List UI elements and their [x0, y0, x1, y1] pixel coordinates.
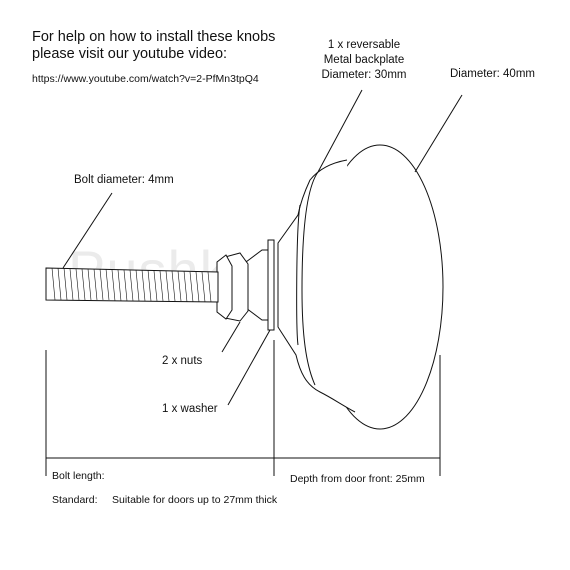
- knob-diameter-label: Diameter: 40mm: [450, 68, 535, 80]
- spacer: [246, 250, 268, 320]
- leader-bolt: [63, 193, 112, 268]
- washer-label: 1 x washer: [162, 403, 218, 415]
- washer: [268, 240, 274, 330]
- depth-label: Depth from door front: 25mm: [290, 473, 425, 485]
- youtube-link[interactable]: https://www.youtube.com/watch?v=2-PfMn3tpQ4: [32, 73, 259, 85]
- leader-diameter: [415, 95, 462, 172]
- help-text: [32, 29, 275, 63]
- nut-2: [217, 255, 232, 319]
- standard-label: Standard:: [52, 494, 98, 506]
- standard-text: Suitable for doors up to 27mm thick: [112, 494, 278, 506]
- knob-body: [278, 160, 355, 412]
- backplate-label-line-2: Metal backplate: [323, 54, 405, 66]
- leader-washer: [228, 330, 270, 405]
- help-line-1: For help on how to install these knobs: [32, 29, 276, 45]
- backplate-label: [296, 38, 432, 83]
- bolt-diameter-label: Bolt diameter: 4mm: [74, 174, 174, 186]
- leader-nuts: [222, 322, 240, 352]
- bolt-length-label: Bolt length:: [52, 470, 105, 482]
- help-line-2: please visit our youtube video:: [32, 46, 228, 62]
- backplate-label-line-1: 1 x reversable: [327, 39, 401, 51]
- nuts-label: 2 x nuts: [162, 355, 203, 367]
- backplate-label-line-3: Diameter: 30mm: [321, 69, 407, 81]
